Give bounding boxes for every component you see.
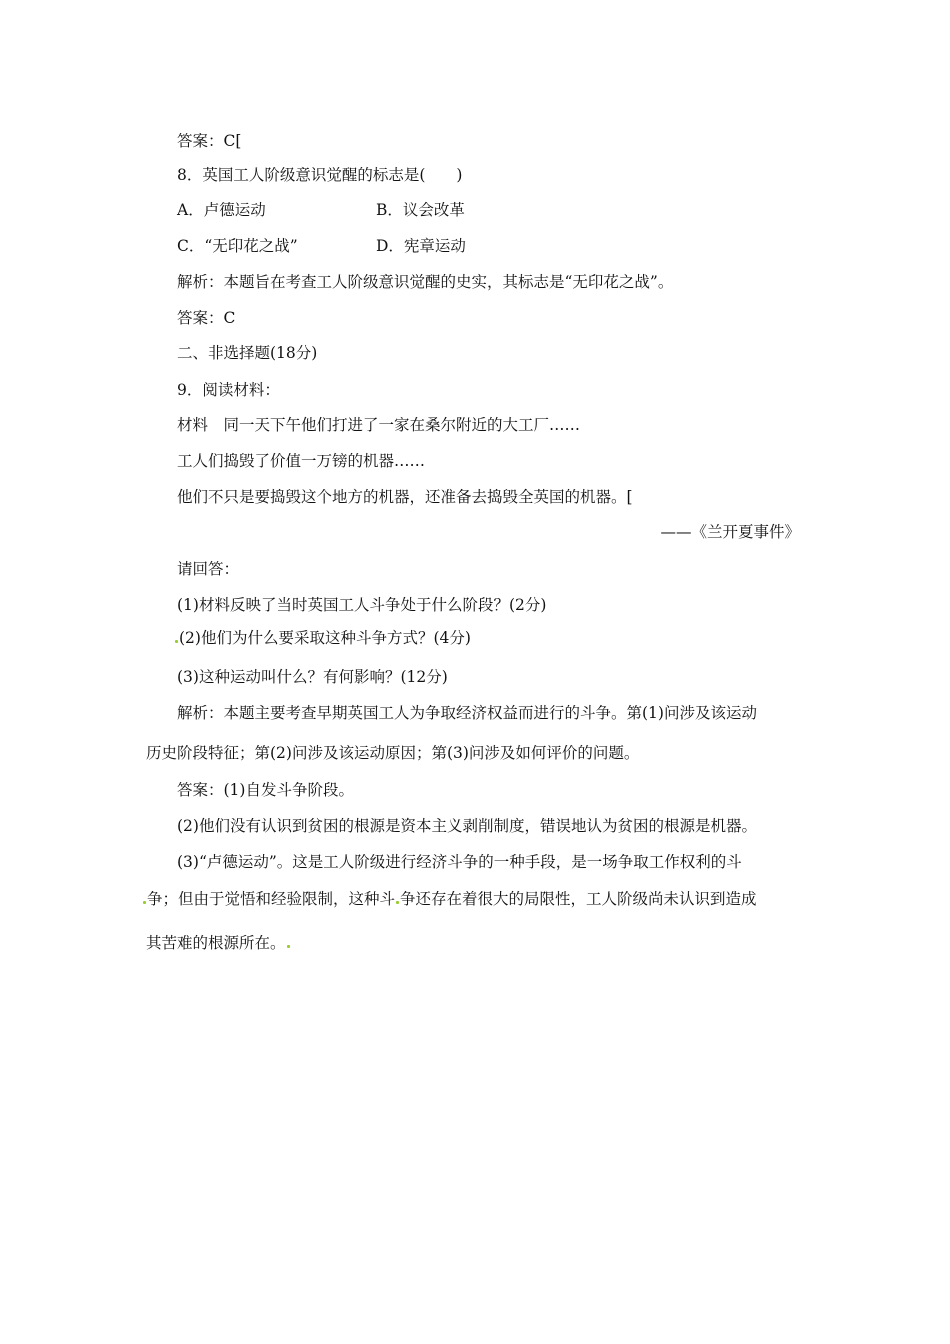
answer-9-line-3: (3)“卢德运动”。这是工人阶级进行经济斗争的一种手段，是一场争取工作权利的斗 bbox=[177, 853, 742, 871]
material-line-1: 材料 同一天下午他们打进了一家在桑尔附近的大工厂…… bbox=[177, 416, 581, 434]
marker-dot bbox=[143, 901, 146, 904]
option-c: C．“无印花之战” bbox=[177, 237, 298, 255]
question-8: 8．英国工人阶级意识觉醒的标志是( ) bbox=[177, 166, 463, 184]
answer-9-line-1: 答案：(1)自发斗争阶段。 bbox=[177, 781, 354, 799]
question-9: 9．阅读材料： bbox=[177, 381, 280, 399]
explanation-9-line-2: 历史阶段特征；第(2)问涉及该运动原因；第(3)问涉及如何评价的问题。 bbox=[146, 744, 640, 762]
explanation-8: 解析：本题旨在考查工人阶级意识觉醒的史实，其标志是“无印花之战”。 bbox=[177, 273, 674, 291]
explanation-9-line-1: 解析：本题主要考查早期英国工人为争取经济权益而进行的斗争。第(1)问涉及该运动 bbox=[177, 704, 757, 722]
question-8-options-row-2 bbox=[177, 236, 466, 256]
sub-question-2-row bbox=[174, 628, 471, 648]
material-line-3: 他们不只是要捣毁这个地方的机器，还准备去捣毁全英国的机器。[ bbox=[177, 488, 633, 506]
material-line-2: 工人们捣毁了价值一万镑的机器…… bbox=[177, 452, 426, 470]
prompt-label: 请回答： bbox=[177, 560, 240, 578]
material-source: ——《兰开夏事件》 bbox=[660, 523, 800, 541]
answer-7: 答案：C[ bbox=[177, 132, 242, 150]
sub-question-2: (2)他们为什么要采取这种斗争方式？(4分) bbox=[179, 629, 471, 647]
answer-8: 答案：C bbox=[177, 309, 236, 327]
question-8-options-row-1 bbox=[177, 200, 465, 220]
sub-question-3: (3)这种运动叫什么？有何影响？(12分) bbox=[177, 668, 448, 686]
option-d: D．宪章运动 bbox=[376, 237, 466, 255]
marker-dot bbox=[396, 901, 399, 904]
section-heading: 二、非选择题(18分) bbox=[177, 344, 318, 362]
option-b: B．议会改革 bbox=[376, 201, 465, 219]
marker-dot bbox=[175, 640, 178, 643]
option-a: A．卢德运动 bbox=[177, 201, 266, 219]
answer-9-line-5: 其苦难的根源所在。 bbox=[146, 933, 291, 953]
answer-9-line-2: (2)他们没有认识到贫困的根源是资本主义剥削制度，错误地认为贫困的根源是机器。 bbox=[177, 817, 757, 835]
answer-9-line-4: 争；但由于觉悟和经验限制，这种斗 争还存在着很大的局限性，工人阶级尚未认识到造成 bbox=[142, 889, 757, 909]
marker-dot bbox=[287, 945, 290, 948]
sub-question-1: (1)材料反映了当时英国工人斗争处于什么阶段？(2分) bbox=[177, 596, 547, 614]
